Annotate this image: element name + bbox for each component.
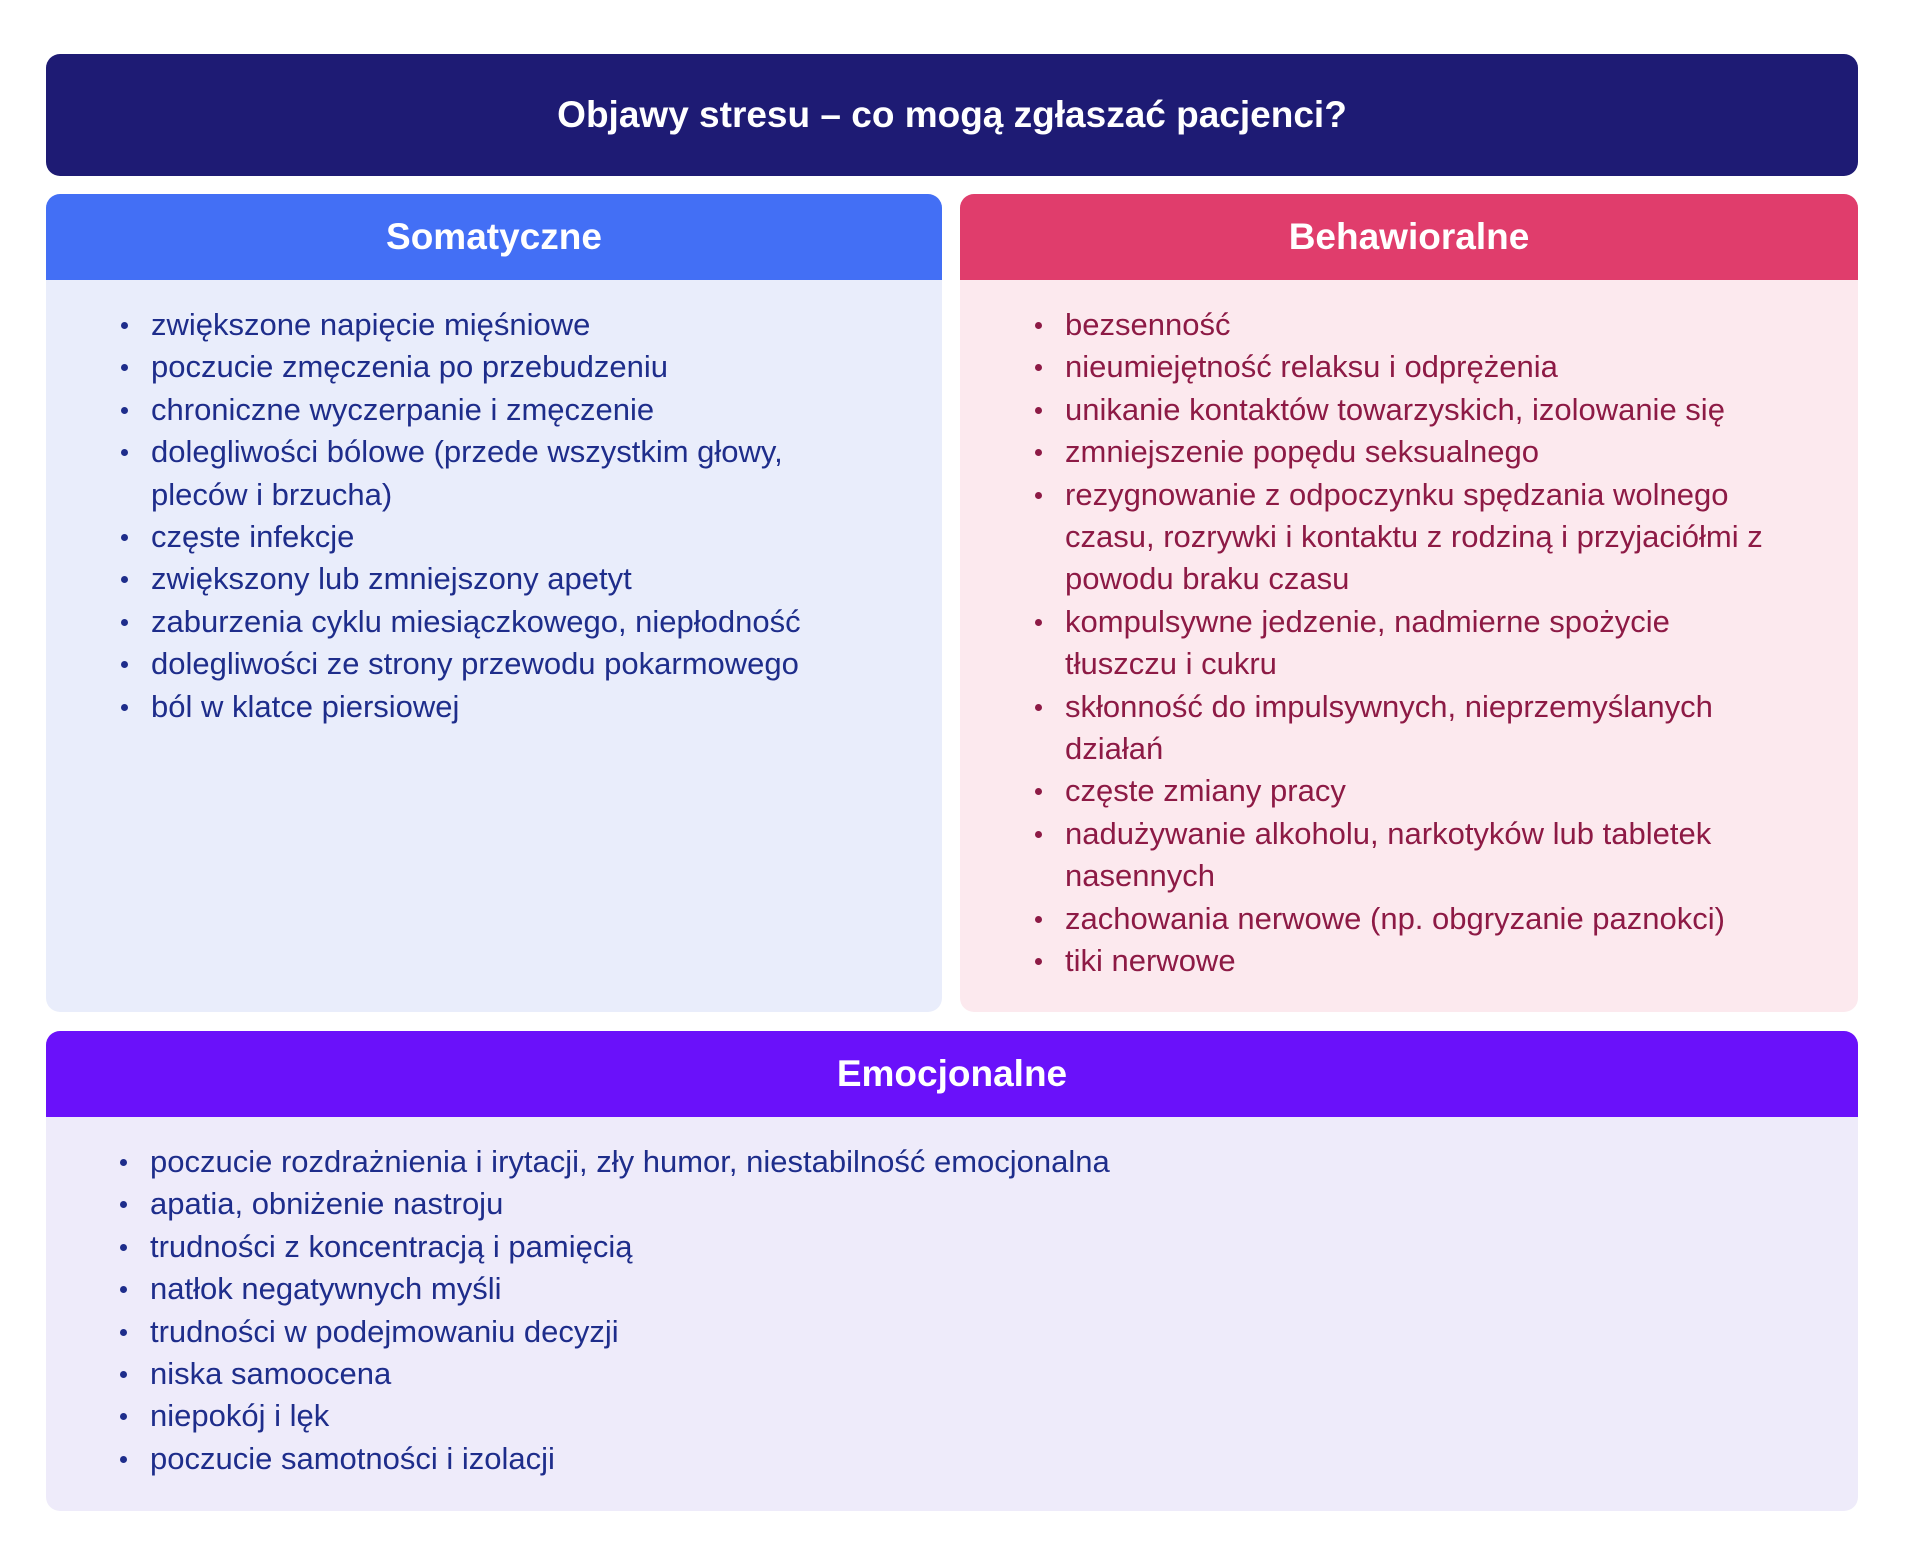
title-banner: [46, 54, 1858, 176]
list-item: dolegliwości bólowe (przede wszystkim głowy, pleców i brzucha): [46, 431, 942, 516]
list-item: trudności w podejmowaniu decyzji: [46, 1311, 1858, 1353]
list-item: ból w klatce piersiowej: [46, 686, 942, 728]
list-item: kompulsywne jedzenie, nadmierne spożycie tłuszczu i cukru: [960, 601, 1858, 686]
behavioral-card: [960, 194, 1858, 1012]
list-item: skłonność do impulsywnych, nieprzemyślanych działań: [960, 686, 1858, 771]
list-item: dolegliwości ze strony przewodu pokarmowego: [46, 643, 942, 685]
list-item: natłok negatywnych myśli: [46, 1268, 1858, 1310]
somatic-title: Somatyczne: [386, 216, 602, 257]
list-item: zmniejszenie popędu seksualnego: [960, 431, 1858, 473]
list-item: bezsenność: [960, 304, 1858, 346]
list-item: tiki nerwowe: [960, 940, 1858, 982]
list-item: częste zmiany pracy: [960, 770, 1858, 812]
emotional-title: Emocjonalne: [836, 1053, 1068, 1094]
behavioral-title: Behawioralne: [1288, 216, 1530, 257]
list-item: nadużywanie alkoholu, narkotyków lub tabletek nasennych: [960, 813, 1858, 898]
list-item: zachowania nerwowe (np. obgryzanie paznokci): [960, 898, 1858, 940]
list-item: chroniczne wyczerpanie i zmęczenie: [46, 389, 942, 431]
list-item: nieumiejętność relaksu i odprężenia: [960, 346, 1858, 388]
list-item: zwiększone napięcie mięśniowe: [46, 304, 942, 346]
list-item: poczucie zmęczenia po przebudzeniu: [46, 346, 942, 388]
behavioral-list: [960, 280, 1858, 983]
list-item: zaburzenia cyklu miesiączkowego, niepłodność: [46, 601, 942, 643]
list-item: apatia, obniżenie nastroju: [46, 1183, 1858, 1225]
list-item: zwiększony lub zmniejszony apetyt: [46, 558, 942, 600]
list-item: trudności z koncentracją i pamięcią: [46, 1226, 1858, 1268]
somatic-card: [46, 194, 942, 1012]
emotional-header: [46, 1031, 1858, 1117]
somatic-header: [46, 194, 942, 280]
behavioral-header: [960, 194, 1858, 280]
emotional-list: [46, 1117, 1858, 1480]
list-item: unikanie kontaktów towarzyskich, izolowanie się: [960, 389, 1858, 431]
page-title: Objawy stresu – co mogą zgłaszać pacjenci?: [557, 94, 1347, 135]
list-item: poczucie rozdrażnienia i irytacji, zły humor, niestabilność emocjonalna: [46, 1141, 1858, 1183]
list-item: poczucie samotności i izolacji: [46, 1438, 1858, 1480]
list-item: rezygnowanie z odpoczynku spędzania wolnego czasu, rozrywki i kontaktu z rodziną i przyjaciółmi z powodu braku czasu: [960, 474, 1858, 601]
list-item: częste infekcje: [46, 516, 942, 558]
somatic-list: [46, 280, 942, 728]
emotional-card: [46, 1031, 1858, 1511]
list-item: niska samoocena: [46, 1353, 1858, 1395]
list-item: niepokój i lęk: [46, 1395, 1858, 1437]
